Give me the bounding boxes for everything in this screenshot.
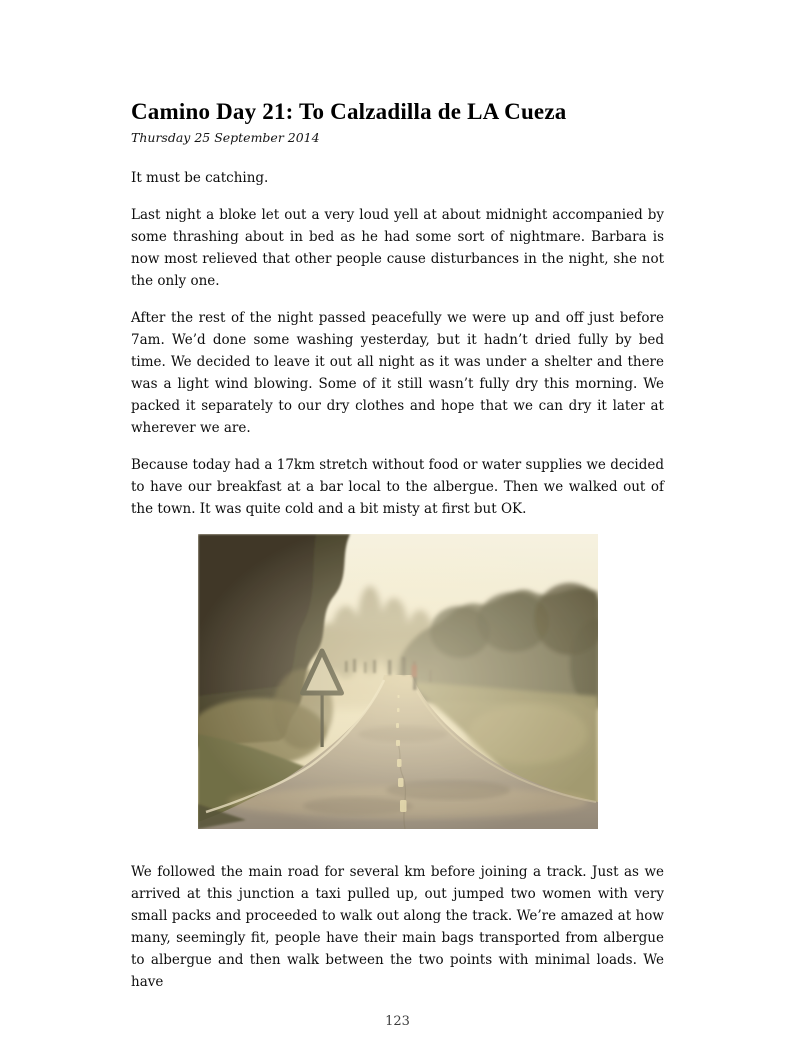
page-content xyxy=(131,99,664,993)
misty-road-photo-art xyxy=(198,534,598,829)
page-title: Camino Day 21: To Calzadilla de LA Cueza xyxy=(131,99,567,124)
paragraph: We followed the main road for several km before joining a track. Just as we arrived at this junction a taxi pulled up, out jumped two women with very small packs and proceeded to walk out along the track. We’re amazed at how many, seemingly fit, people have their main bags transported from albergue to albergue and then walk between the two points with minimal loads. We have xyxy=(131,864,664,991)
paragraph: Because today had a 17km stretch without food or water supplies we decided to have our breakfast at a bar local to the albergue. Then we walked out of the town. It was quite cold and a bit misty at first but OK. xyxy=(131,457,664,518)
paragraph: Last night a bloke let out a very loud yell at about midnight accompanied by some thrashing about in bed as he had some sort of nightmare. Barbara is now most relieved that other people cause disturbances in the night, she not the only one. xyxy=(131,207,664,290)
page-number: 123 xyxy=(385,1014,410,1029)
paragraph: It must be catching. xyxy=(131,170,269,187)
post-date: Thursday 25 September 2014 xyxy=(131,130,320,146)
misty-road-photo xyxy=(131,534,664,829)
paragraph: After the rest of the night passed peacefully we were up and off just before 7am. We’d done some washing yesterday, but it hadn’t dried fully by bed time. We decided to leave it out all night as it was under a shelter and there was a light wind blowing. Some of it still wasn’t fully dry this morning. We packed it separately to our dry clothes and hope that we can dry it later at wherever we are. xyxy=(131,310,664,437)
